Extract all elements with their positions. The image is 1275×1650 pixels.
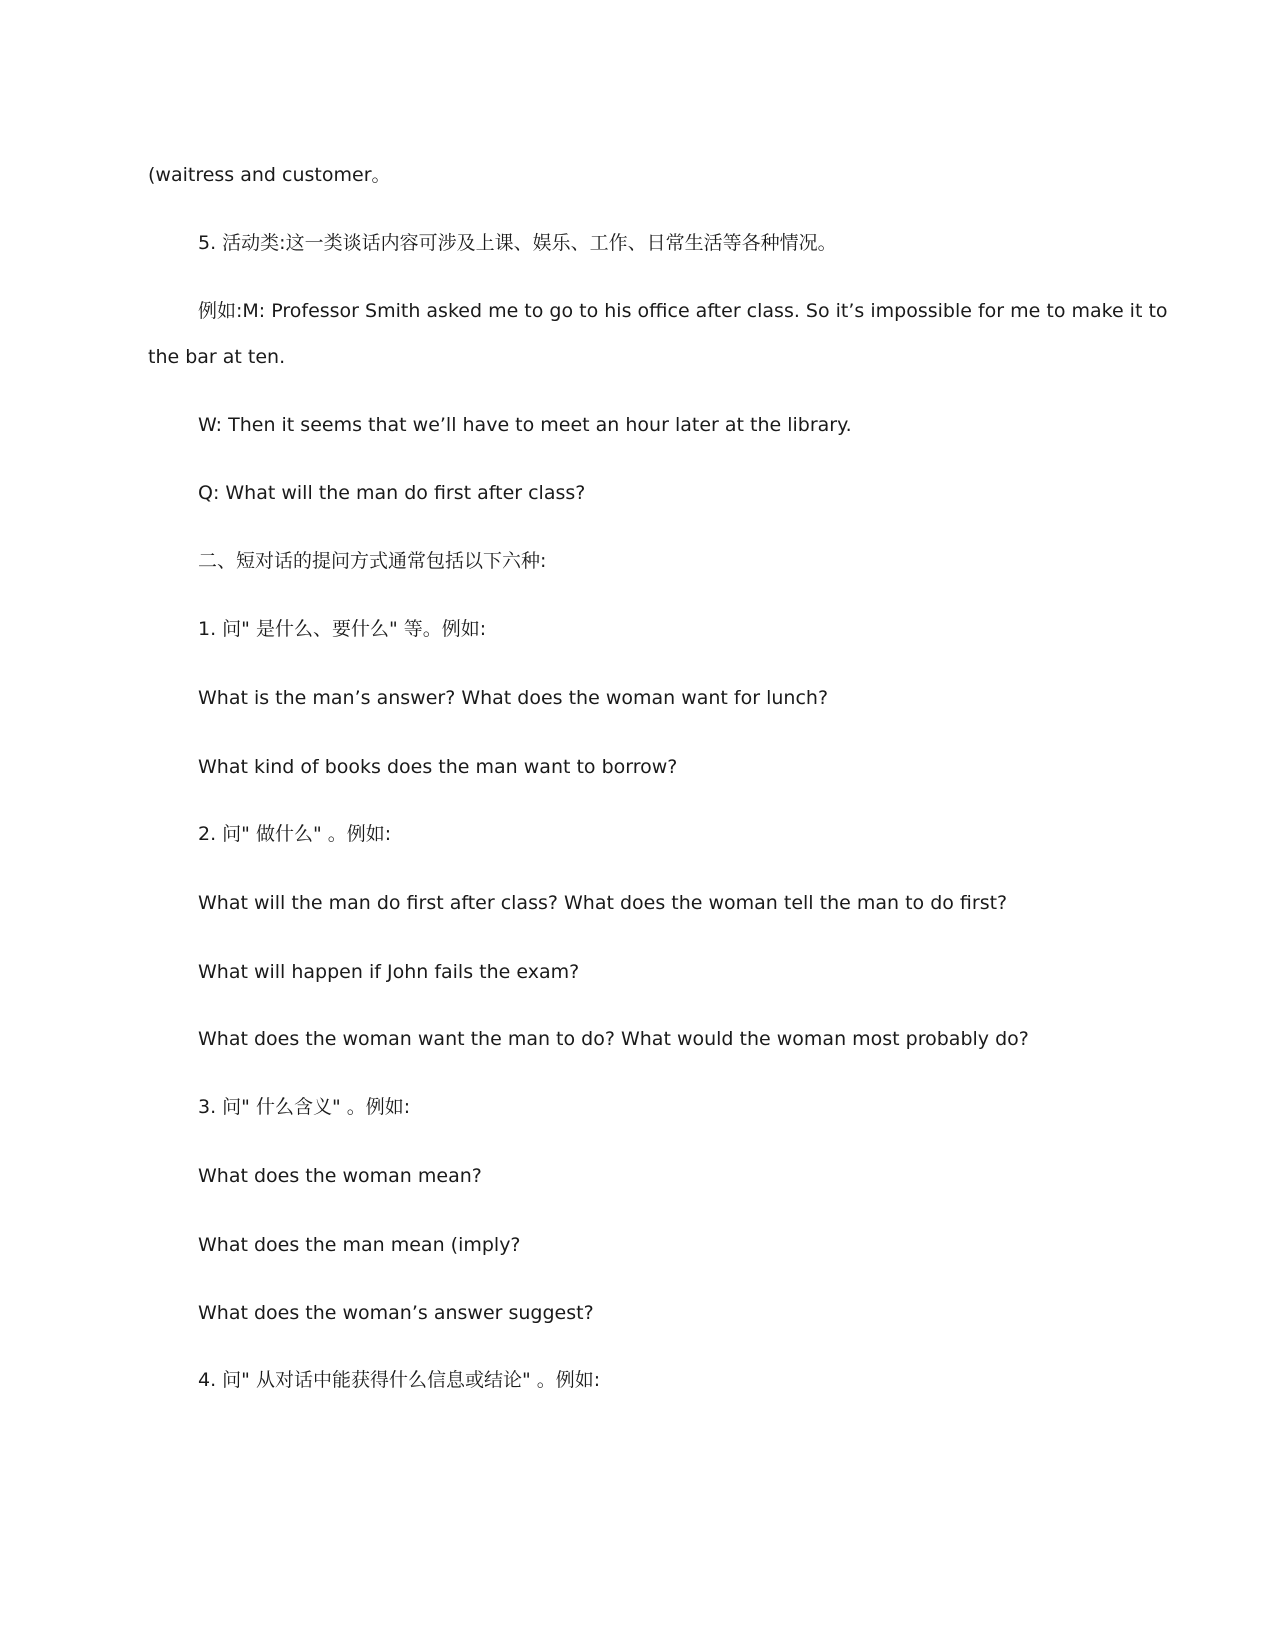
text-line: What kind of books does the man want to borrow?: [198, 756, 678, 778]
text-line: the bar at ten.: [148, 346, 286, 368]
list-item-meaning: 3. 问" 什么含义" 。例如:: [198, 1096, 411, 1118]
text-line: What will happen if John fails the exam?: [198, 961, 580, 983]
text-line: 例如:M: Professor Smith asked me to go to his office after class. So it’s impossible for me to make it to: [198, 300, 1168, 322]
list-item-what: 1. 问" 是什么、要什么" 等。例如:: [198, 618, 487, 640]
list-item-information: 4. 问" 从对话中能获得什么信息或结论" 。例如:: [198, 1369, 601, 1391]
text-line: Q: What will the man do first after class?: [198, 482, 586, 504]
text-line: (waitress and customer。: [148, 164, 391, 186]
text-line: W: Then it seems that we’ll have to meet an hour later at the library.: [198, 414, 852, 436]
text-line: What does the man mean (imply?: [198, 1234, 521, 1256]
section-heading: 二、短对话的提问方式通常包括以下六种:: [198, 550, 547, 572]
text-line: What is the man’s answer? What does the woman want for lunch?: [198, 687, 829, 709]
list-item-activities: 5. 活动类:这一类谈话内容可涉及上课、娱乐、工作、日常生活等各种情况。: [198, 232, 837, 254]
text-line: What will the man do first after class? What does the woman tell the man to do first?: [198, 892, 1008, 914]
text-line: What does the woman mean?: [198, 1165, 482, 1187]
list-item-do: 2. 问" 做什么" 。例如:: [198, 823, 392, 845]
text-line: What does the woman’s answer suggest?: [198, 1302, 594, 1324]
text-line: What does the woman want the man to do? What would the woman most probably do?: [198, 1028, 1029, 1050]
